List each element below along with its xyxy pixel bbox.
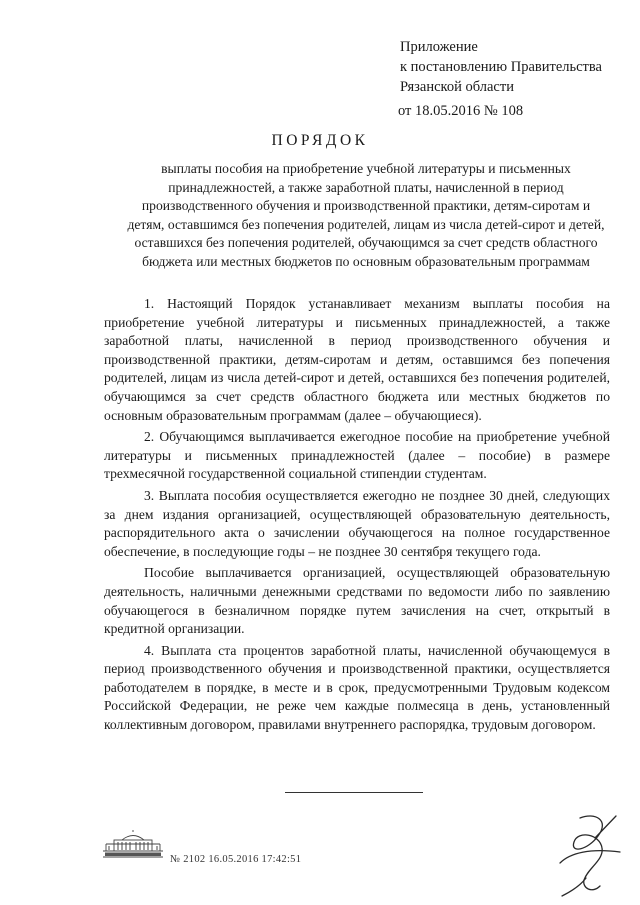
header-line-resolution: к постановлению Правительства [400,59,602,75]
closing-rule [285,792,423,793]
paragraph-3: 3. Выплата пособия осуществляется ежегодно не позднее 30 дней, следующих за днем издания организацией, осуществляющей образовательную деятельность, распорядительного акта о зачислении обучающегося на полное государственное обеспечение, в последующие годы – не позднее 30 сентября текущего года. [104,487,610,559]
paragraph-1: 1. Настоящий Порядок устанавливает механизм выплаты пособия на приобретение учебной литературы и письменных принадлежностей, а также заработной платы, начисленной в период производственного обучения и производственной практики, детям-сиротам и детям, оставшимся без попечения родителей, лицам из числа детей-сирот и детей, оставшихся без попечения родителей, обучающимся за счет средств областного бюджета или местных бюджетов по основным образовательным программам (далее – обучающиеся). [104,296,610,423]
government-building-emblem-icon [100,830,166,860]
appendix-header [400,37,602,121]
header-date-number: от 18.05.2016 № 108 [398,103,524,119]
header-line-region: Рязанской области [400,79,514,95]
paragraph-2: 2. Обучающимся выплачивается ежегодное пособие на приобретение учебной литературы и письменных принадлежностей (далее – пособие) в размере трехмесячной государственной социальной стипендии студентам. [104,429,610,482]
document-title: ПОРЯДОК [271,132,369,149]
paragraph-4: 4. Выплата ста процентов заработной платы, начисленной обучающемуся в период производственного обучения и производственной практики, осуществляется работодателем в порядке, в месте и в срок, предусмотренными Трудовым кодексом Российской Федерации, не реже чем каждые полмесяца в день, установленный коллективным договором, правилами внутреннего распорядка, трудовым договором. [104,642,610,733]
paragraph-3-continued: Пособие выплачивается организацией, осуществляющей образовательную деятельность, наличными денежными средствами по ведомости либо по заявлению обучающегося в безналичном порядке путем зачисления на счет, открытый в кредитной организации. [104,565,610,637]
title-block [110,132,530,150]
header-line-appendix: Приложение [400,39,478,55]
document-body [104,295,610,735]
registration-stamp: № 2102 16.05.2016 17:42:51 [170,854,302,865]
document-subtitle: выплаты пособия на приобретение учебной литературы и письменных принадлежностей, а также заработной платы, начисленной в период производственного обучения и производственной практики, детям-сиротам и детям, оставшимся без попечения родителей, лицам из числа детей-сирот и детей, оставшихся без попечения родителей, обучающимся за счет средств областного бюджета или местных бюджетов по основным образовательным программам [127,161,605,269]
handwritten-signature-icon [540,808,630,900]
